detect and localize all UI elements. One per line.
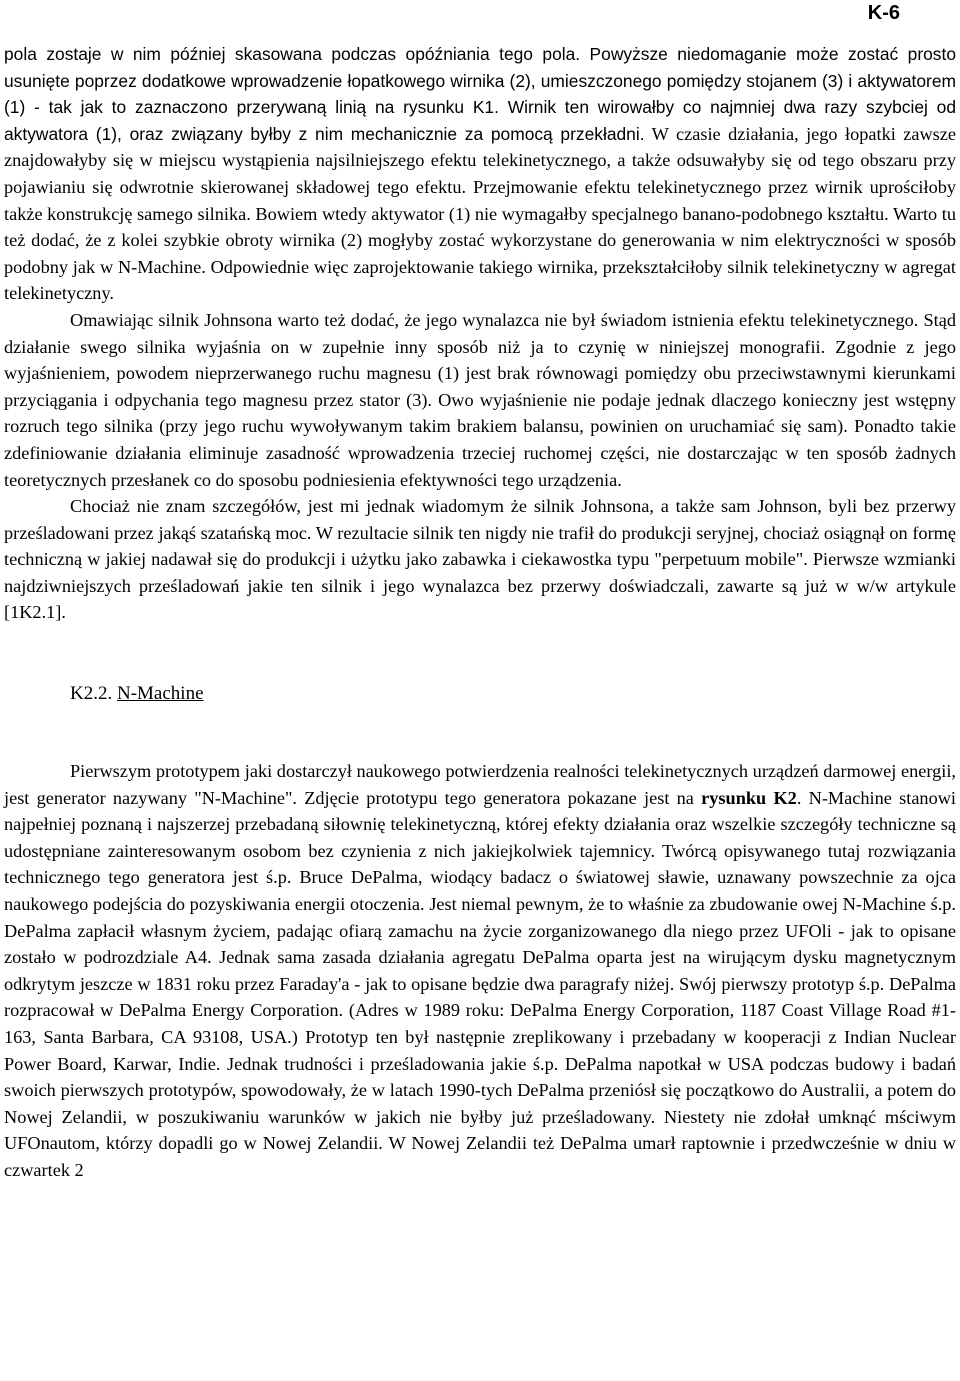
figure-reference: rysunku K2 xyxy=(701,787,797,808)
paragraph-1-serif-text: W czasie działania, jego łopatki zawsze znajdowałyby się w miejscu wystąpienia najsilniejszego efektu telekinetycznego, a także odsuwałyby się od tego obszaru przy pojawianiu się odwrotnie skierowanej składowej tego efektu. Przejmowanie efektu telekinetycznego przez wirnik uprościłoby także konstrukcję samego silnika. Bowiem wtedy aktywator (1) nie wymagałby specjalnego banano-podobnego kształtu. Warto tu też dodać, że z kolei szybkie obroty wirnika (2) mogłyby zostać wykorzystane do generowania w nim elektryczności w sposób podobny jak w N-Machine. Odpowiednie więc zaprojektowanie takiego wirnika, przekształciłoby silnik telekinetyczny w agregat telekinetyczny. xyxy=(4,123,956,304)
paragraph-1-sans-text: pola zostaje w nim później skasowana podczas opóźniania tego pola. Powyższe niedomaganie może zostać prosto usunięte poprzez dodatkowe wprowadzenie łopatkowego wirnika (2), umieszczonego pomiędzy stojanem (3) i aktywatorem (1) - tak jak to zaznaczono przerywaną linią na rysunku K1. Wirnik ten wirowałby co najmniej dwa razy szybciej od aktywatora (1), oraz związany byłby z nim mechanicznie za pomocą przekładni. xyxy=(4,44,956,144)
page-label: K-6 xyxy=(867,2,900,24)
section-heading xyxy=(70,681,956,707)
section-number: K2.2. xyxy=(70,683,117,705)
document-body xyxy=(4,41,956,1184)
paragraph-2: Omawiając silnik Johnsona warto też dodać, że jego wynalazca nie był świadom istnienia efektu telekinetycznego. Stąd działanie swego silnika wyjaśnia on w zupełnie inny sposób niż ja to czynię w niniejszej monografii. Zgodnie z jego wyjaśnieniem, powodem nieprzerwanego ruchu magnesu (1) jest brak równowagi pomiędzy obu przeciwstawnymi kierunkami przyciągania i odpychania tego magnesu przez stator (3). Owo wyjaśnienie nie podaje jednak dlaczego konieczny jest wstępny rozruch tego silnika (przy jego ruchu wywoływanym takim brakiem balansu, powinien on uruchamiać się sam). Ponadto takie zdefiniowanie działania eliminuje zasadność wprowadzenia trzeciej ruchomej części, nie dostarczając w ten sposób żadnych teoretycznych przesłanek co do sposobu podniesienia efektywności tego urządzenia. xyxy=(4,309,956,490)
paragraph-1 xyxy=(4,41,956,307)
section-title: N-Machine xyxy=(116,683,204,705)
paragraph-4-text-start: Pierwszym prototypem jaki dostarczył naukowego potwierdzenia realności telekinetycznych urządzeń darmowej energii, jest generator nazywany "N-Machine". Zdjęcie prototypu tego generatora pokazane jest na xyxy=(4,761,956,808)
paragraph-4 xyxy=(4,758,956,1184)
paragraph-3: Chociaż nie znam szczegółów, jest mi jednak wiadomym że silnik Johnsona, a także sam Johnson, byli bez przerwy prześladowani przez jakąś szatańską moc. W rezultacie silnik ten nigdy nie trafił do produkcji seryjnej, chociaż osiągnął on formę techniczną w jakiej nadawał się do produkcji i użytku jako zabawka i ciekawostka typu "perpetuum mobile". Pierwsze wzmianki najdziwniejszych prześladowań jakie ten silnik i jego wynalazca bez przerwy doświadczali, zawarte są już w w/w artykule [1K2.1]. xyxy=(4,496,956,623)
paragraph-4-text-rest: . N-Machine stanowi najpełniej poznaną i najszerzej przebadaną siłownię telekinetyczną, której efekty działania oraz wszelkie szczegóły techniczne są udostępniane zainteresowanym osobom bez czynienia z nich jakiejkolwiek tajemnicy. Twórcą opisywanego tutaj rozwiązania technicznego tego generatora jest ś.p. Bruce DePalma, wiodący badacz o światowej sławie, uznawany powszechnie za ojca naukowego podejścia do pozyskiwania energii otoczenia. Jest niemal pewnym, że to właśnie za zbudowanie owej N-Machine ś.p. DePalma zapłacił własnym życiem, padając ofiarą zamachu na życie zorganizowanego dla niego przez UFOli - jak to opisane zostało w podrozdziale A4. Jednak sama zasada działania agregatu DePalma oparta jest na wirującym dysku magnetycznym odkrytym jeszcze w 1831 roku przez Faraday'a - jak to opisane będzie dwa paragrafy niżej. Swój pierwszy prototyp ś.p. DePalma rozpracował w DePalma Energy Corporation. (Adres w 1989 roku: DePalma Energy Corporation, 1187 Coast Village Road #1-163, Santa Barbara, CA 93108, USA.) Prototyp ten był następnie zreplikowany i przebadany w kooperacji z Indian Nuclear Power Board, Karwar, Indie. Jednak trudności i prześladowania jakie ś.p. DePalma napotkał w USA podczas budowy i badań swoich pierwszych prototypów, spowodowały, że w latach 1990-tych DePalma przeniósł się początkowo do Australii, a potem do Nowej Zelandii, w poszukiwaniu warunków w jakich nie byłby już prześladowany. Niestety nie zdołał umknąć mściwym UFOnautom, którzy dopadli go w Nowej Zelandii. W Nowej Zelandii też DePalma umarł raptownie i przedwcześnie w dniu w czwartek 2 xyxy=(4,787,956,1180)
